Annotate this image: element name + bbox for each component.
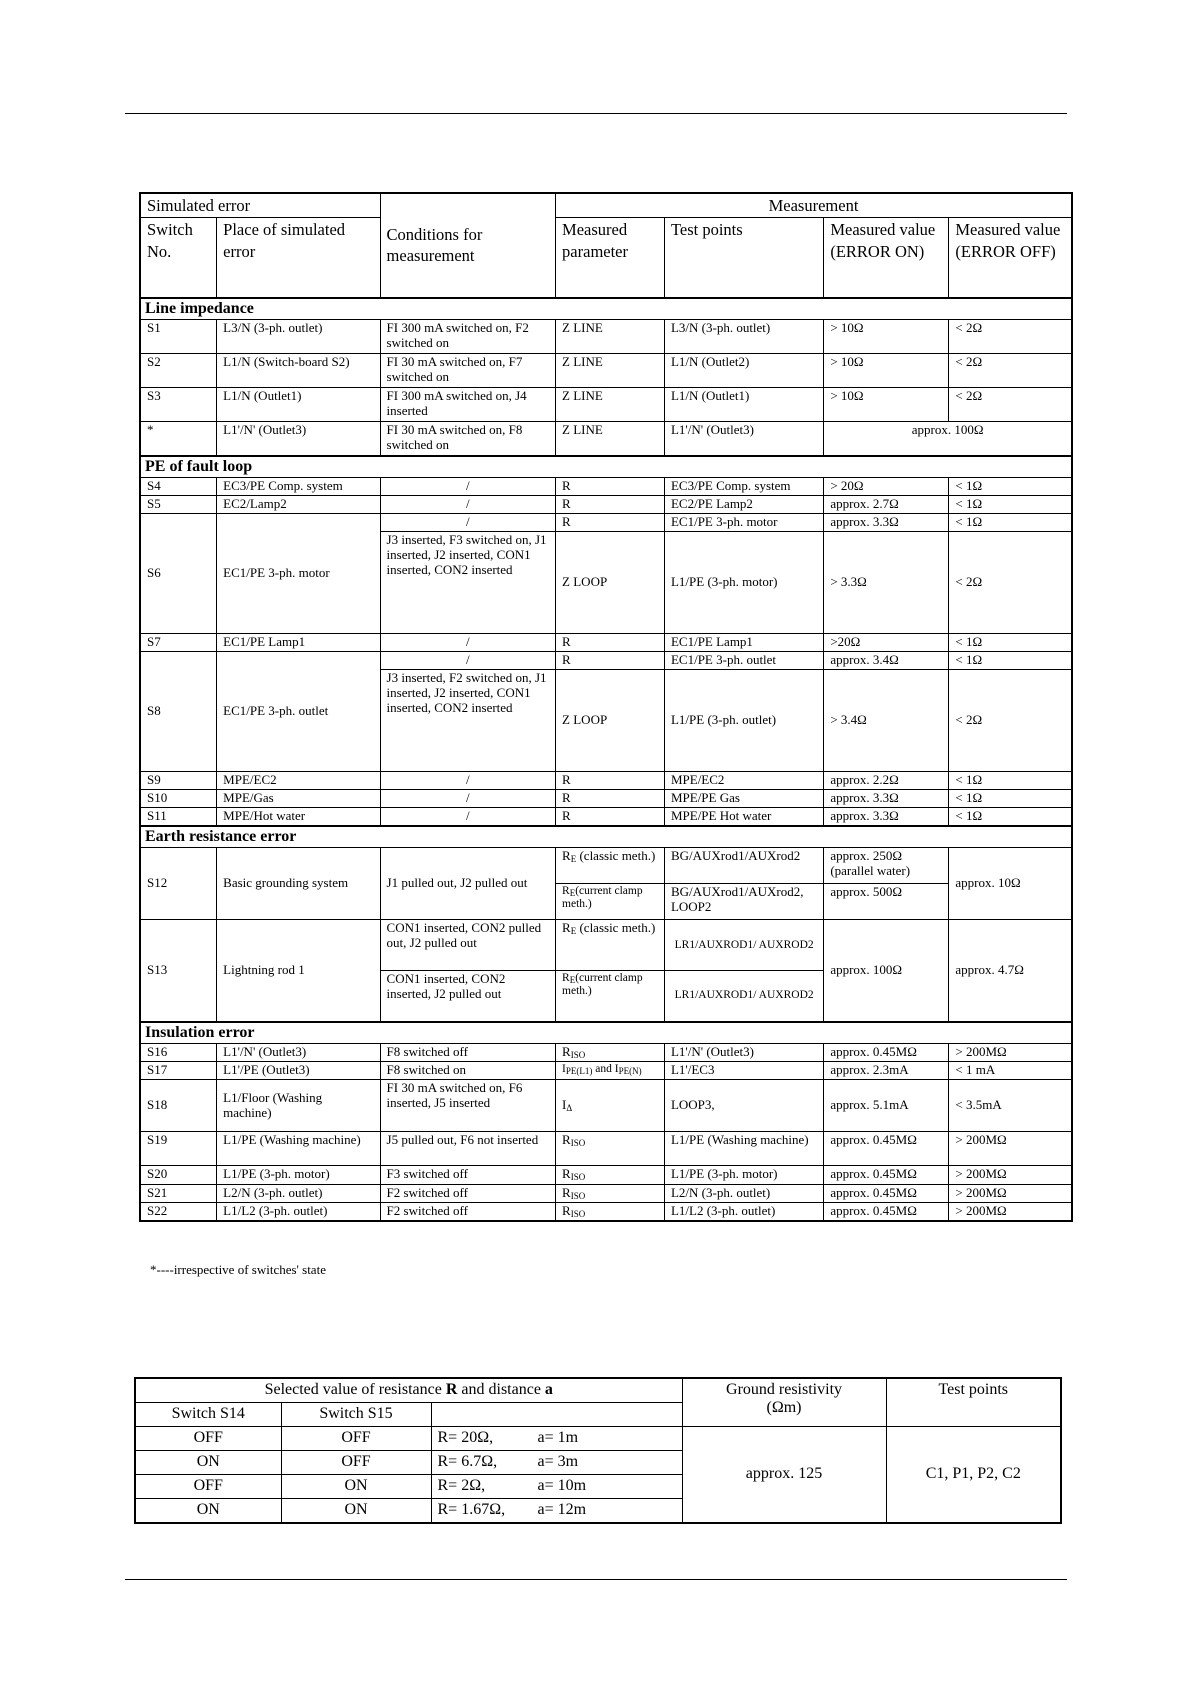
condition-cell: F3 switched off: [380, 1166, 556, 1184]
table-row: [140, 1132, 1072, 1166]
test-points-cell: L1/N (Outlet1): [664, 388, 823, 422]
test-points-cell: LOOP3,: [664, 1080, 823, 1132]
place-cell: L1'/N' (Outlet3): [217, 422, 380, 456]
table-row: [140, 789, 1072, 807]
test-points-cell: L1'/EC3: [664, 1062, 823, 1080]
test-points-cell: L1'/N' (Outlet3): [664, 422, 823, 456]
value-on-cell: approx. 2.7Ω: [824, 496, 949, 514]
value-off-cell: > 200MΩ: [949, 1202, 1072, 1221]
parameter-cell: [556, 920, 665, 971]
switch-cell: S6: [140, 514, 217, 634]
place-cell: MPE/Hot water: [217, 807, 380, 825]
test-points-cell: MPE/EC2: [664, 771, 823, 789]
value-off-cell: < 1Ω: [949, 789, 1072, 807]
value-off-cell: < 1Ω: [949, 651, 1072, 669]
test-points-cell: LR1/AUXROD1/ AUXROD2: [664, 971, 823, 1022]
table-row: [140, 651, 1072, 669]
footer-rule: [125, 1579, 1067, 1580]
table-row: [140, 1062, 1072, 1080]
value-off-cell: < 2Ω: [949, 320, 1072, 354]
param-subscript: E: [569, 975, 576, 986]
value-off-cell: > 200MΩ: [949, 1132, 1072, 1166]
s14-cell: OFF: [135, 1475, 281, 1499]
switch-cell: S10: [140, 789, 217, 807]
switch-cell: S4: [140, 478, 217, 496]
place-cell: Lightning rod 1: [217, 920, 380, 1022]
parameter-cell: [556, 1062, 665, 1080]
table-row: [140, 514, 1072, 532]
parameter-cell: [556, 1080, 665, 1132]
switch-cell: S16: [140, 1044, 217, 1062]
section-insulation: Insulation error: [140, 1022, 1072, 1044]
param-method: (current clamp meth.): [562, 885, 643, 911]
table-row: [140, 920, 1072, 971]
header-switch-no: Switch No.: [140, 218, 217, 298]
header-value-on: Measured value (ERROR ON): [824, 218, 949, 298]
value-off-cell: < 1Ω: [949, 771, 1072, 789]
condition-cell: /: [380, 789, 556, 807]
test-points-cell: EC3/PE Comp. system: [664, 478, 823, 496]
param-symbol: I: [562, 1097, 567, 1113]
switch-cell: S1: [140, 320, 217, 354]
resistance-value: R= 6.7Ω,: [437, 1453, 498, 1470]
value-cell: [431, 1499, 682, 1524]
header-measured-parameter: Measured parameter: [556, 218, 665, 298]
section-row: [140, 298, 1072, 320]
switch-cell: S22: [140, 1202, 217, 1221]
test-points-cell: EC2/PE Lamp2: [664, 496, 823, 514]
test-points-cell: MPE/PE Hot water: [664, 807, 823, 825]
parameter-cell: Z LINE: [556, 354, 665, 388]
table-row: [140, 496, 1072, 514]
condition-cell: /: [380, 496, 556, 514]
condition-cell: FI 30 mA switched on, F8 switched on: [380, 422, 556, 456]
test-points-cell: L1/L2 (3-ph. outlet): [664, 1202, 823, 1221]
param-subscript: E: [570, 926, 577, 937]
param-subscript: ISO: [570, 1050, 586, 1060]
param-subscript: ISO: [570, 1138, 586, 1149]
table-row: [140, 1202, 1072, 1221]
test-points-cell: L1'/N' (Outlet3): [664, 1044, 823, 1062]
switch-cell: S12: [140, 848, 217, 920]
param-method: (current clamp meth.): [562, 972, 643, 998]
condition-cell: F8 switched on: [380, 1062, 556, 1080]
test-points-cell: EC1/PE Lamp1: [664, 634, 823, 652]
header-selected-value: [135, 1378, 682, 1403]
value-on-cell: approx. 2.2Ω: [824, 771, 949, 789]
footnote: *----irrespective of switches' state: [150, 1262, 326, 1277]
table-row: [135, 1427, 1061, 1451]
value-off-cell: approx. 4.7Ω: [949, 920, 1072, 1022]
parameter-cell: R: [556, 634, 665, 652]
value-on-cell: > 10Ω: [824, 320, 949, 354]
param-subscript: E: [570, 854, 577, 865]
param-joiner: and I: [592, 1063, 619, 1076]
test-points-cell: L1/PE (3-ph. outlet): [664, 669, 823, 771]
value-on-cell: approx. 0.45MΩ: [824, 1132, 949, 1166]
value-off-cell: < 2Ω: [949, 388, 1072, 422]
value-off-cell: approx. 10Ω: [949, 848, 1072, 920]
param-symbol: R: [562, 1132, 571, 1148]
condition-cell: F8 switched off: [380, 1044, 556, 1062]
param-method: (classic meth.): [576, 848, 656, 864]
parameter-cell: R: [556, 651, 665, 669]
parameter-cell: [556, 848, 665, 884]
value-on-cell: > 3.3Ω: [824, 532, 949, 634]
condition-cell: /: [380, 634, 556, 652]
param-symbol: R: [562, 885, 570, 898]
param-subscript: ISO: [570, 1190, 586, 1201]
s14-cell: ON: [135, 1499, 281, 1524]
parameter-cell: R: [556, 478, 665, 496]
resistivity-value: approx. 125: [682, 1427, 886, 1524]
parameter-cell: Z LOOP: [556, 669, 665, 771]
condition-cell: FI 300 mA switched on, J4 inserted: [380, 388, 556, 422]
value-both-cell: approx. 100Ω: [824, 422, 1072, 456]
value-on-cell: approx. 100Ω: [824, 920, 949, 1022]
distance-value: a= 10m: [537, 1477, 587, 1494]
switch-cell: S21: [140, 1184, 217, 1202]
condition-cell: FI 300 mA switched on, F2 switched on: [380, 320, 556, 354]
place-cell: L2/N (3-ph. outlet): [217, 1184, 380, 1202]
resistance-distance-table: [134, 1377, 1062, 1524]
value-off-cell: < 3.5mA: [949, 1080, 1072, 1132]
param-symbol: R: [562, 972, 570, 985]
table-header-row: [140, 193, 1072, 218]
header-simulated-error: Simulated error: [140, 193, 380, 218]
param-symbol: R: [562, 848, 571, 864]
parameter-cell: R: [556, 496, 665, 514]
place-cell: EC1/PE 3-ph. motor: [217, 514, 380, 634]
ground-resistivity-label: Ground resistivity: [726, 1381, 843, 1398]
place-cell: L1/PE (Washing machine): [217, 1132, 380, 1166]
place-cell: MPE/EC2: [217, 771, 380, 789]
test-points-cell: L3/N (3-ph. outlet): [664, 320, 823, 354]
condition-cell: /: [380, 771, 556, 789]
test-points-cell: EC1/PE 3-ph. outlet: [664, 651, 823, 669]
switch-cell: S18: [140, 1080, 217, 1132]
condition-cell: /: [380, 651, 556, 669]
value-on-cell: approx. 3.3Ω: [824, 514, 949, 532]
switch-cell: S11: [140, 807, 217, 825]
header-rule: [125, 113, 1067, 114]
value-cell: [431, 1475, 682, 1499]
condition-cell: F2 switched off: [380, 1202, 556, 1221]
parameter-cell: [556, 884, 665, 920]
condition-cell: /: [380, 807, 556, 825]
section-row: [140, 456, 1072, 478]
test-points-cell: L1/N (Outlet2): [664, 354, 823, 388]
ground-resistivity-unit: (Ωm): [766, 1399, 802, 1417]
param-subscript: ISO: [570, 1172, 586, 1183]
condition-cell: J3 inserted, F3 switched on, J1 inserted, J2 inserted, CON1 inserted, CON2 inserted: [380, 532, 556, 634]
resistance-value: R= 20Ω,: [437, 1429, 494, 1446]
test-points-value: C1, P1, P2, C2: [886, 1427, 1061, 1524]
title-r: R: [445, 1381, 458, 1398]
value-on-cell: approx. 0.45MΩ: [824, 1184, 949, 1202]
place-cell: L1/L2 (3-ph. outlet): [217, 1202, 380, 1221]
test-points-cell: L2/N (3-ph. outlet): [664, 1184, 823, 1202]
value-off-cell: < 2Ω: [949, 354, 1072, 388]
section-earth-resistance: Earth resistance error: [140, 826, 1072, 848]
table-row: [140, 1044, 1072, 1062]
condition-cell: J1 pulled out, J2 pulled out: [380, 848, 556, 920]
value-off-cell: < 1Ω: [949, 514, 1072, 532]
table-row: [140, 1166, 1072, 1184]
test-points-cell: MPE/PE Gas: [664, 789, 823, 807]
s14-cell: ON: [135, 1451, 281, 1475]
s15-cell: ON: [281, 1499, 431, 1524]
test-points-cell: BG/AUXrod1/AUXrod2: [664, 848, 823, 884]
place-cell: EC3/PE Comp. system: [217, 478, 380, 496]
test-points-cell: EC1/PE 3-ph. motor: [664, 514, 823, 532]
table-row: [140, 1080, 1072, 1132]
value-off-cell: < 1Ω: [949, 496, 1072, 514]
condition-cell: FI 30 mA switched on, F6 inserted, J5 inserted: [380, 1080, 556, 1132]
parameter-cell: [556, 971, 665, 1022]
parameter-cell: [556, 1202, 665, 1221]
value-off-cell: < 1 mA: [949, 1062, 1072, 1080]
condition-cell: FI 30 mA switched on, F7 switched on: [380, 354, 556, 388]
place-cell: EC1/PE 3-ph. outlet: [217, 651, 380, 771]
value-on-cell: approx. 500Ω: [824, 884, 949, 920]
switch-cell: *: [140, 422, 217, 456]
s15-cell: OFF: [281, 1427, 431, 1451]
place-cell: MPE/Gas: [217, 789, 380, 807]
value-on-cell: >20Ω: [824, 634, 949, 652]
resistance-value: R= 2Ω,: [437, 1477, 486, 1494]
title-text: Selected value of resistance: [264, 1381, 446, 1398]
table-header-row: [135, 1378, 1061, 1403]
condition-cell: /: [380, 478, 556, 496]
value-off-cell: < 2Ω: [949, 532, 1072, 634]
switch-cell: S17: [140, 1062, 217, 1080]
param-subscript: PE(N): [618, 1066, 642, 1077]
header-switch-s14: Switch S14: [135, 1403, 281, 1427]
place-cell: L1/N (Outlet1): [217, 388, 380, 422]
param-symbol: R: [562, 1184, 571, 1200]
value-off-cell: > 200MΩ: [949, 1184, 1072, 1202]
param-subscript: E: [569, 888, 576, 899]
header-ground-resistivity: [682, 1378, 886, 1427]
parameter-cell: R: [556, 789, 665, 807]
switch-cell: S9: [140, 771, 217, 789]
s14-cell: OFF: [135, 1427, 281, 1451]
value-off-cell: > 200MΩ: [949, 1044, 1072, 1062]
test-points-cell: L1/PE (3-ph. motor): [664, 532, 823, 634]
value-on-cell: approx. 250Ω (parallel water): [824, 848, 949, 884]
test-points-cell: BG/AUXrod1/AUXrod2, LOOP2: [664, 884, 823, 920]
header-test-points: Test points: [664, 218, 823, 298]
parameter-cell: [556, 1166, 665, 1184]
header-place: Place of simulated error: [217, 218, 380, 298]
table-row: [140, 771, 1072, 789]
section-line-impedance: Line impedance: [140, 298, 1072, 320]
table-row: [140, 634, 1072, 652]
parameter-cell: [556, 1184, 665, 1202]
table-row: [140, 807, 1072, 825]
param-method: (classic meth.): [576, 920, 656, 936]
header-blank: [431, 1403, 682, 1427]
value-on-cell: approx. 0.45MΩ: [824, 1166, 949, 1184]
condition-cell: /: [380, 514, 556, 532]
value-on-cell: approx. 3.3Ω: [824, 807, 949, 825]
param-subscript: ISO: [570, 1208, 586, 1219]
switch-cell: S3: [140, 388, 217, 422]
test-points-cell: LR1/AUXROD1/ AUXROD2: [664, 920, 823, 971]
value-cell: [431, 1427, 682, 1451]
place-cell: Basic grounding system: [217, 848, 380, 920]
title-text: and distance: [457, 1381, 545, 1398]
param-symbol: R: [562, 920, 571, 936]
param-symbol: R: [562, 1166, 571, 1182]
value-cell: [431, 1451, 682, 1475]
section-row: [140, 1022, 1072, 1044]
param-symbol: I: [562, 1063, 566, 1076]
parameter-cell: R: [556, 514, 665, 532]
simulated-error-table: [139, 192, 1073, 1222]
table-row: [140, 1184, 1072, 1202]
parameter-cell: Z LINE: [556, 388, 665, 422]
table-header-row: [140, 218, 1072, 298]
test-points-cell: L1/PE (Washing machine): [664, 1132, 823, 1166]
param-symbol: R: [562, 1044, 571, 1059]
s15-cell: OFF: [281, 1451, 431, 1475]
condition-cell: CON1 inserted, CON2 inserted, J2 pulled out: [380, 971, 556, 1022]
place-cell: L1/N (Switch-board S2): [217, 354, 380, 388]
parameter-cell: Z LINE: [556, 320, 665, 354]
value-on-cell: approx. 0.45MΩ: [824, 1044, 949, 1062]
place-cell: L1'/PE (Outlet3): [217, 1062, 380, 1080]
param-subscript: Δ: [566, 1103, 573, 1114]
header-test-points: Test points: [886, 1378, 1061, 1427]
switch-cell: S5: [140, 496, 217, 514]
parameter-cell: [556, 1132, 665, 1166]
table-row: [140, 848, 1072, 884]
value-off-cell: < 1Ω: [949, 807, 1072, 825]
param-symbol: R: [562, 1202, 571, 1218]
distance-value: a= 1m: [537, 1429, 579, 1446]
condition-cell: F2 switched off: [380, 1184, 556, 1202]
table-row: [140, 478, 1072, 496]
value-off-cell: > 200MΩ: [949, 1166, 1072, 1184]
value-on-cell: approx. 3.3Ω: [824, 789, 949, 807]
condition-cell: J5 pulled out, F6 not inserted: [380, 1132, 556, 1166]
value-on-cell: approx. 2.3mA: [824, 1062, 949, 1080]
distance-value: a= 12m: [537, 1501, 587, 1518]
header-switch-s15: Switch S15: [281, 1403, 431, 1427]
value-on-cell: approx. 3.4Ω: [824, 651, 949, 669]
table-row: [140, 320, 1072, 354]
value-on-cell: approx. 5.1mA: [824, 1080, 949, 1132]
place-cell: L1'/N' (Outlet3): [217, 1044, 380, 1062]
place-cell: L1/Floor (Washing machine): [217, 1080, 380, 1132]
place-cell: EC1/PE Lamp1: [217, 634, 380, 652]
condition-cell: CON1 inserted, CON2 pulled out, J2 pulled out: [380, 920, 556, 971]
value-off-cell: < 2Ω: [949, 669, 1072, 771]
value-on-cell: > 10Ω: [824, 388, 949, 422]
section-pe-fault-loop: PE of fault loop: [140, 456, 1072, 478]
header-value-off: Measured value (ERROR OFF): [949, 218, 1072, 298]
value-on-cell: > 10Ω: [824, 354, 949, 388]
section-row: [140, 826, 1072, 848]
condition-cell: J3 inserted, F2 switched on, J1 inserted, J2 inserted, CON1 inserted, CON2 inserted: [380, 669, 556, 771]
value-off-cell: < 1Ω: [949, 478, 1072, 496]
switch-cell: S13: [140, 920, 217, 1022]
table-row: [140, 388, 1072, 422]
test-points-cell: L1/PE (3-ph. motor): [664, 1166, 823, 1184]
value-on-cell: approx. 0.45MΩ: [824, 1202, 949, 1221]
switch-cell: S7: [140, 634, 217, 652]
resistance-value: R= 1.67Ω,: [437, 1501, 506, 1518]
switch-cell: S2: [140, 354, 217, 388]
parameter-cell: R: [556, 807, 665, 825]
parameter-cell: [556, 1044, 665, 1062]
value-on-cell: > 3.4Ω: [824, 669, 949, 771]
switch-cell: S19: [140, 1132, 217, 1166]
value-off-cell: < 1Ω: [949, 634, 1072, 652]
header-measurement: Measurement: [556, 193, 1072, 218]
s15-cell: ON: [281, 1475, 431, 1499]
parameter-cell: R: [556, 771, 665, 789]
place-cell: L3/N (3-ph. outlet): [217, 320, 380, 354]
switch-cell: S20: [140, 1166, 217, 1184]
switch-cell: S8: [140, 651, 217, 771]
header-conditions: Conditions for measurement: [380, 193, 556, 298]
value-on-cell: > 20Ω: [824, 478, 949, 496]
title-a: a: [544, 1381, 553, 1398]
place-cell: L1/PE (3-ph. motor): [217, 1166, 380, 1184]
table-row: [140, 422, 1072, 456]
parameter-cell: Z LOOP: [556, 532, 665, 634]
place-cell: EC2/Lamp2: [217, 496, 380, 514]
param-subscript: PE(L1): [565, 1066, 593, 1077]
parameter-cell: Z LINE: [556, 422, 665, 456]
table-row: [140, 354, 1072, 388]
distance-value: a= 3m: [537, 1453, 579, 1470]
